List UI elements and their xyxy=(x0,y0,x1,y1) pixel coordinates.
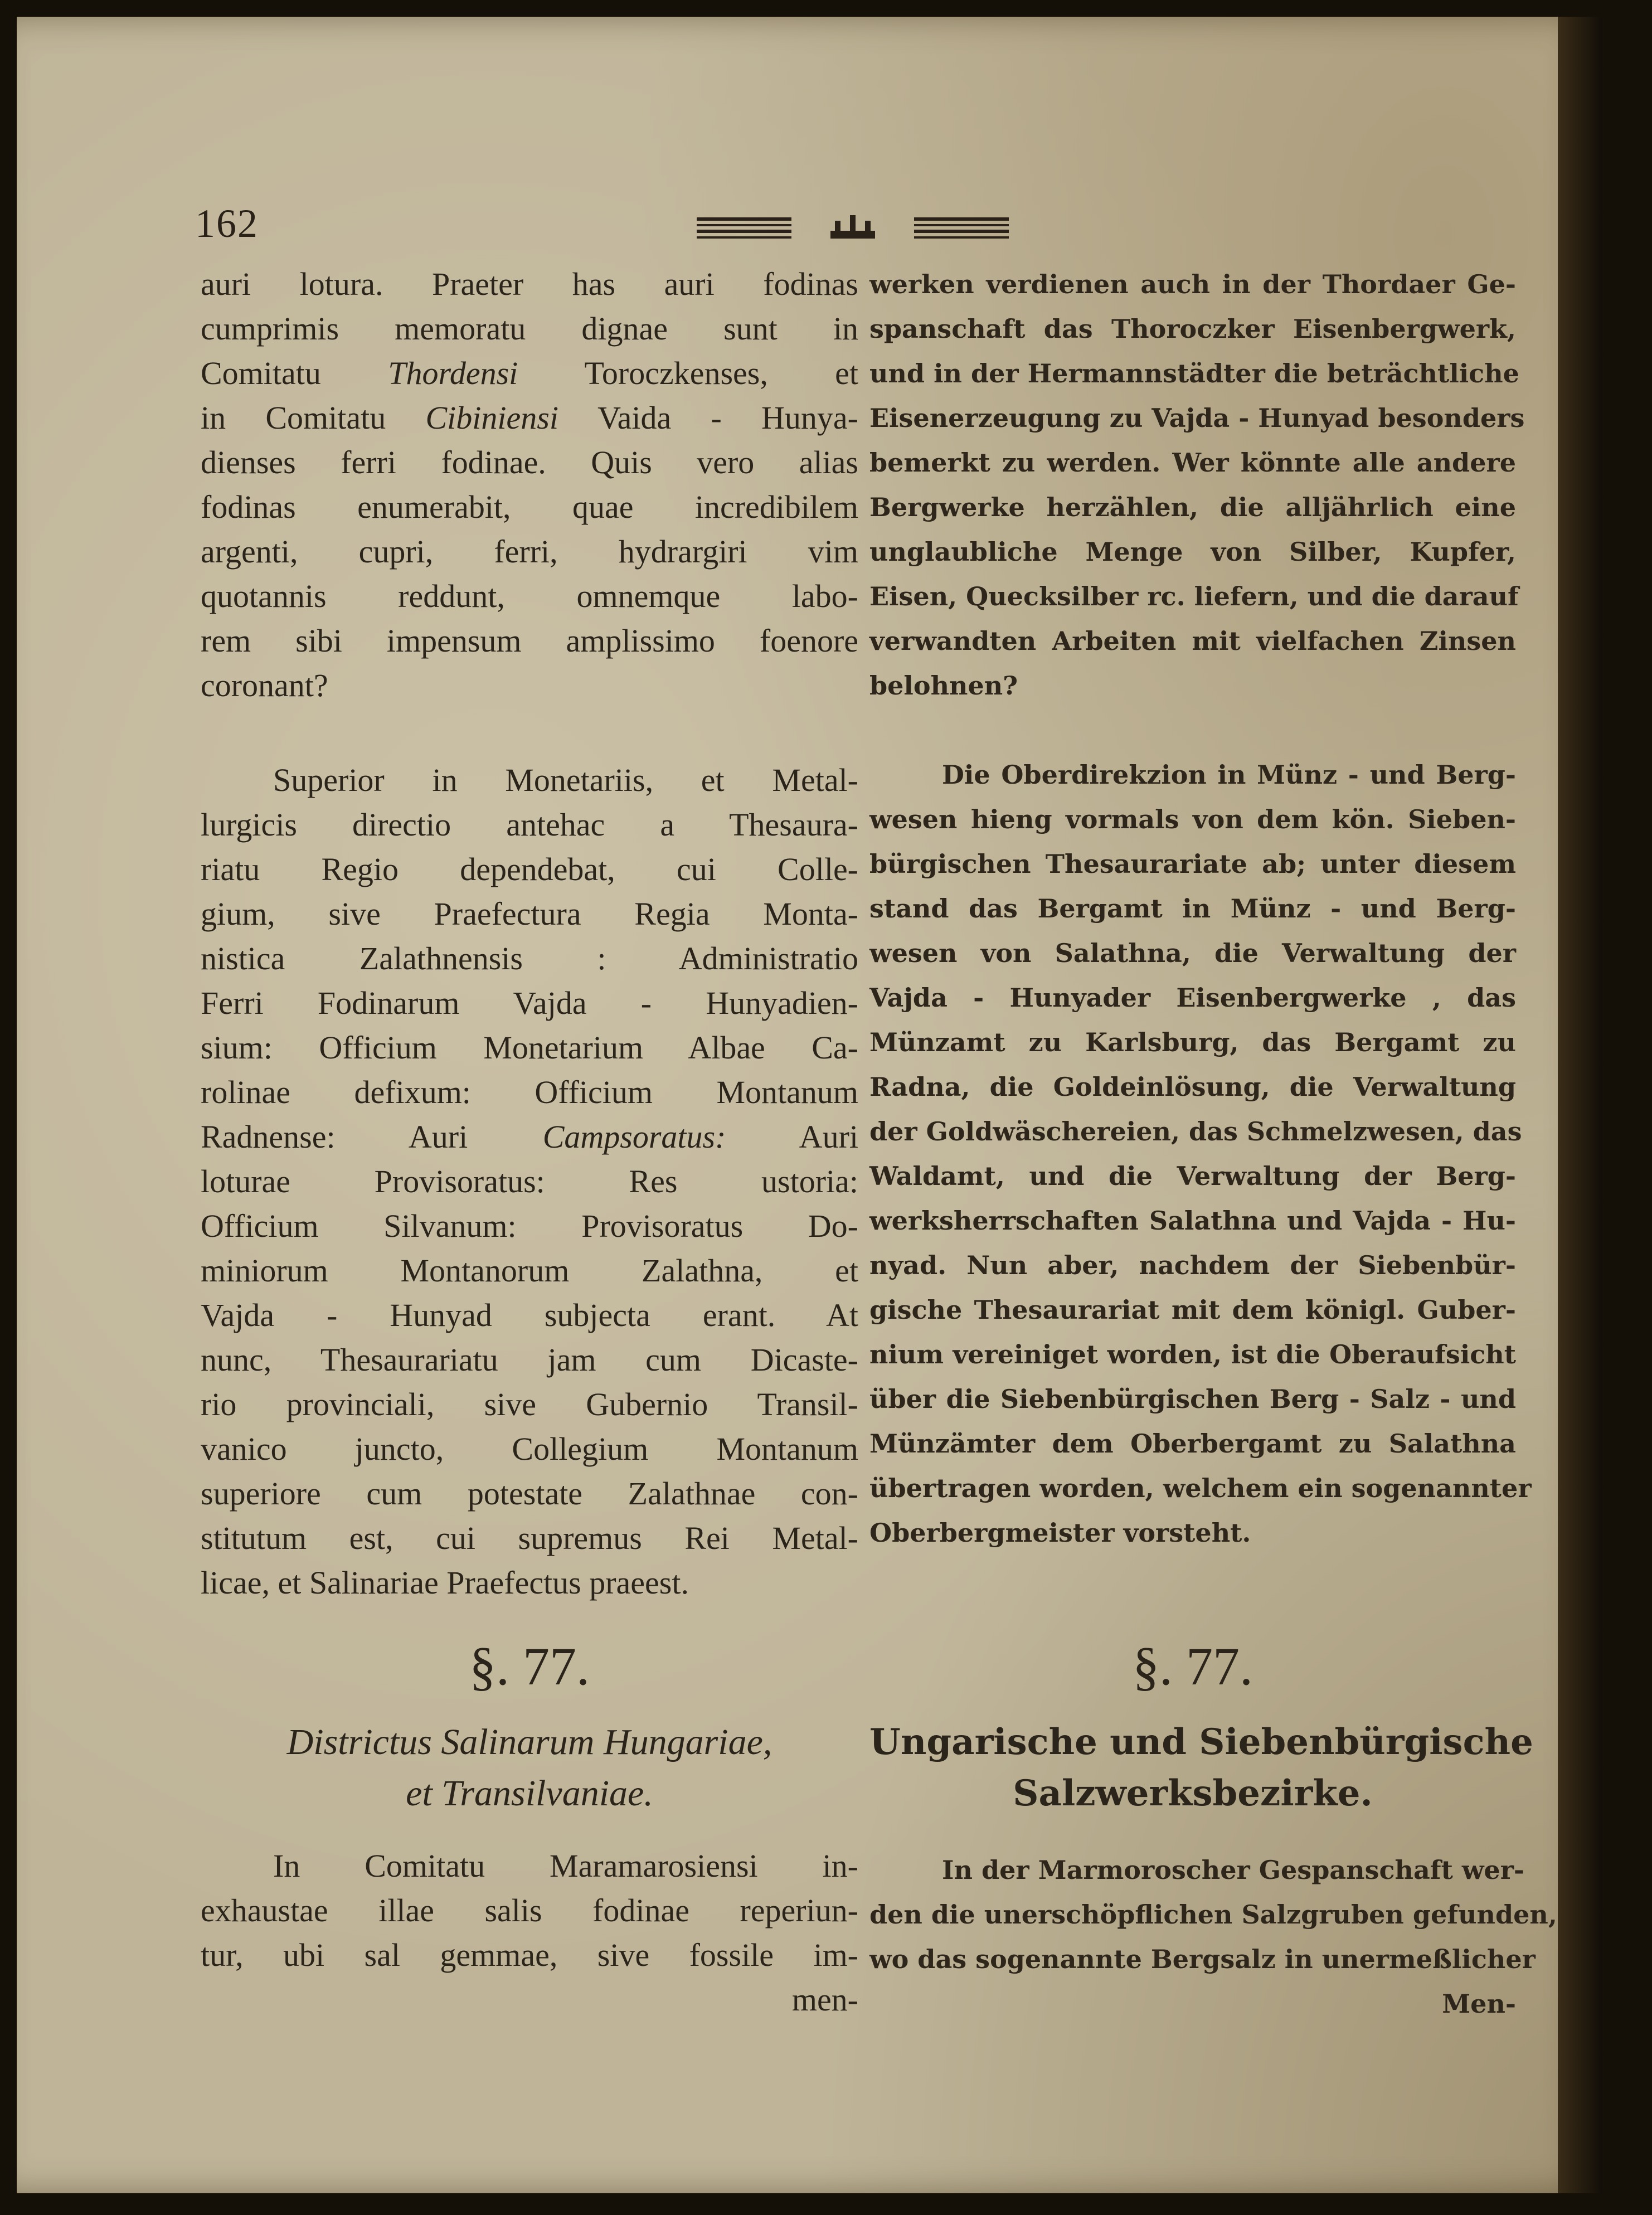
german-heading-line-2: Salzwerksbezirke. xyxy=(1013,1772,1373,1814)
latin-p2-line: Superior in Monetariis, et Metal- xyxy=(273,762,858,798)
latin-p1-line: quotannis reddunt, omnemque labo- xyxy=(201,578,858,614)
latin-p2-line: licae, et Salinariae Praefectus praeest. xyxy=(201,1565,689,1601)
german-p2-line: nium vereiniget worden, ist die Oberaufsicht xyxy=(869,1339,1516,1369)
text-segment: Toroczkenses, et xyxy=(518,355,858,391)
book-spine xyxy=(1558,17,1602,2193)
latin-paragraph-1 xyxy=(201,262,858,708)
german-p1-line: verwandten Arbeiten mit vielfachen Zinsen xyxy=(869,626,1516,656)
german-p1-line: unglaubliche Menge von Silber, Kupfer, xyxy=(869,537,1516,567)
german-p2-line: Vajda - Hunyader Eisenbergwerke , das xyxy=(869,983,1516,1013)
text-segment: Thordensi xyxy=(388,355,518,391)
german-p1-line: Eisen, Quecksilber rc. liefern, und die darauf xyxy=(869,581,1519,611)
german-p1-line: und in der Hermannstädter die beträchtliche xyxy=(869,358,1519,388)
latin-p2-line: rio provinciali, sive Gubernio Transil- xyxy=(201,1386,858,1422)
latin-p2-line: nistica Zalathnensis : Administratio xyxy=(201,940,858,977)
latin-p1-line: dienses ferri fodinae. Quis vero alias xyxy=(201,444,858,480)
header-ornament-icon xyxy=(686,206,1020,251)
latin-section-heading xyxy=(201,1717,858,1819)
latin-p2-line: gium, sive Praefectura Regia Monta- xyxy=(201,896,858,932)
latin-p2-line: Vajda - Hunyad subjecta erant. At xyxy=(201,1297,858,1333)
german-p2-line: übertragen worden, welchem ein sogenannter xyxy=(869,1473,1532,1503)
german-p1-line: werken verdienen auch in der Thordaer Ge- xyxy=(869,269,1516,299)
text-segment: Campsoratus: xyxy=(542,1119,726,1155)
latin-heading-line-1: Districtus Salinarum Hungariae, xyxy=(286,1722,772,1762)
text-segment: Vaida - Hunya- xyxy=(558,400,858,436)
latin-paragraph-2 xyxy=(201,758,858,1605)
latin-heading-line-2: et Transilvaniae. xyxy=(406,1773,653,1814)
latin-p1-line: fodinas enumerabit, quae incredibilem xyxy=(201,489,858,525)
latin-p1-line: argenti, cupri, ferri, hydrargiri vim xyxy=(201,533,858,570)
latin-p2-line: stitutum est, cui supremus Rei Metal- xyxy=(201,1520,858,1556)
latin-p2-line: miniorum Montanorum Zalathna, et xyxy=(201,1252,858,1289)
german-p2-line: bürgischen Thesaurariate ab; unter diesem xyxy=(869,849,1516,879)
german-paragraph-1 xyxy=(869,262,1525,708)
page-header xyxy=(17,184,1602,268)
german-p2-line: Münzämter dem Oberbergamt zu Salathna xyxy=(869,1429,1516,1459)
latin-p1-line: auri lotura. Praeter has auri fodinas xyxy=(201,266,858,302)
latin-p1-line xyxy=(201,396,858,440)
latin-p1-line: cumprimis memoratu dignae sunt in xyxy=(201,310,858,347)
german-p1-line: belohnen? xyxy=(869,671,1018,701)
latin-paragraph-3 xyxy=(201,1844,858,2022)
latin-p2-line: superiore cum potestate Zalathnae con- xyxy=(201,1475,858,1512)
german-heading-line-1: Ungarische und Siebenbürgische xyxy=(869,1721,1533,1763)
german-p2-line: nyad. Nun aber, nachdem der Siebenbür- xyxy=(869,1250,1516,1280)
german-p3-line: wo das sogenannte Bergsalz in unermeßlicher xyxy=(869,1944,1536,1974)
latin-p3-line: men- xyxy=(791,1981,858,2018)
german-p2-line: Oberbergmeister vorsteht. xyxy=(869,1518,1251,1548)
german-p2-line: über die Siebenbürgischen Berg - Salz - und xyxy=(869,1384,1516,1414)
text-segment: in Comitatu xyxy=(201,400,426,436)
text-segment: Radnense: Auri xyxy=(201,1119,543,1155)
german-p3-line: In der Marmoroscher Gespanschaft wer- xyxy=(942,1855,1525,1885)
latin-p2-line: loturae Provisoratus: Res ustoria: xyxy=(201,1163,858,1199)
german-p1-line: spanschaft das Thoroczker Eisenbergwerk, xyxy=(869,314,1516,344)
german-p3-line: Men- xyxy=(1442,1989,1516,2019)
latin-p2-line: vanico juncto, Collegium Montanum xyxy=(201,1431,858,1467)
german-p2-line: Die Oberdirekzion in Münz - und Berg- xyxy=(942,760,1516,790)
latin-p2-line: nunc, Thesaurariatu jam cum Dicaste- xyxy=(201,1342,858,1378)
german-p2-line: Radna, die Goldeinlösung, die Verwaltung xyxy=(869,1072,1516,1102)
latin-p3-line: In Comitatu Maramarosiensi in- xyxy=(273,1848,858,1884)
german-p2-line: stand das Bergamt in Münz - und Berg- xyxy=(869,893,1516,924)
latin-p1-line: rem sibi impensum amplissimo foenore xyxy=(201,623,858,659)
german-p2-line: wesen hieng vormals von dem kön. Sieben- xyxy=(869,804,1516,834)
german-section-heading xyxy=(869,1717,1533,1819)
german-p1-line: Eisenerzeugung zu Vajda - Hunyad besonders xyxy=(869,403,1525,433)
german-p1-line: bemerkt zu werden. Wer könnte alle andere xyxy=(869,448,1516,478)
latin-section-number: §. 77. xyxy=(469,1636,590,1696)
german-section-number: §. 77. xyxy=(1133,1636,1253,1696)
latin-p3-line: exhaustae illae salis fodinae reperiun- xyxy=(201,1892,858,1929)
latin-p2-line xyxy=(201,1115,858,1159)
latin-p1-line xyxy=(201,351,858,396)
german-p2-line: Münzamt zu Karlsburg, das Bergamt zu xyxy=(869,1027,1516,1057)
german-p2-line: Waldamt, und die Verwaltung der Berg- xyxy=(869,1161,1516,1191)
latin-p2-line: Officium Silvanum: Provisoratus Do- xyxy=(201,1208,858,1244)
text-segment: Auri xyxy=(726,1119,858,1155)
text-segment: Comitatu xyxy=(201,355,388,391)
german-paragraph-3 xyxy=(869,1848,1557,2026)
text-segment: Cibiniensi xyxy=(425,400,558,436)
latin-p2-line: riatu Regio dependebat, cui Colle- xyxy=(201,851,858,887)
german-p2-line: der Goldwäschereien, das Schmelzwesen, das xyxy=(869,1116,1522,1147)
german-p1-line: Bergwerke herzählen, die alljährlich eine xyxy=(869,492,1516,522)
latin-p2-line: rolinae defixum: Officium Montanum xyxy=(201,1074,858,1110)
latin-p2-line: Ferri Fodinarum Vajda - Hunyadien- xyxy=(201,985,858,1021)
german-p2-line: werksherrschaften Salathna und Vajda - Hu- xyxy=(869,1206,1516,1236)
latin-p2-line: sium: Officium Monetarium Albae Ca- xyxy=(201,1029,858,1066)
latin-p2-line: lurgicis directio antehac a Thesaura- xyxy=(201,807,858,843)
german-p2-line: wesen von Salathna, die Verwaltung der xyxy=(869,938,1516,968)
latin-p3-line: tur, ubi sal gemmae, sive fossile im- xyxy=(201,1937,858,1973)
latin-p1-line: coronant? xyxy=(201,667,328,703)
page-number: 162 xyxy=(195,201,259,246)
german-paragraph-2 xyxy=(869,752,1532,1555)
german-p3-line: den die unerschöpflichen Salzgruben gefunden, xyxy=(869,1900,1557,1930)
book-page xyxy=(17,17,1602,2193)
german-p2-line: gische Thesaurariat mit dem königl. Guber- xyxy=(869,1295,1516,1325)
